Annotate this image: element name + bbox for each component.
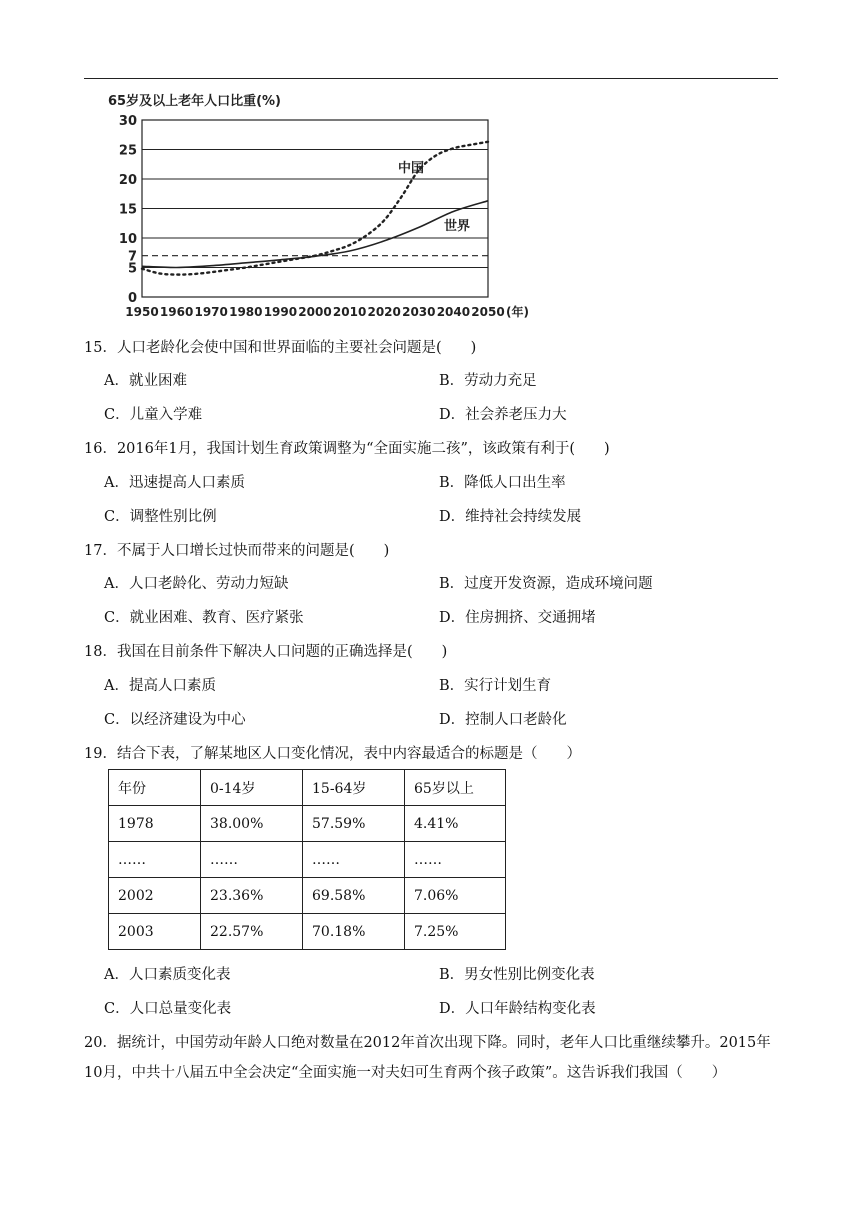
- table-cell: ……: [303, 842, 405, 878]
- q17-option-c[interactable]: C．就业困难、教育、医疗紧张: [104, 610, 304, 626]
- chart-y-ticks: [119, 114, 137, 306]
- x-tick-label: 1960: [159, 305, 194, 319]
- y-tick-label: 0: [127, 291, 137, 306]
- y-tick-label: 10: [118, 232, 137, 247]
- table-header-cell: 0-14岁: [201, 770, 303, 806]
- aging-population-chart: [96, 88, 546, 326]
- table-row: [109, 914, 506, 950]
- population-age-table: [108, 769, 506, 950]
- y-tick-label: 25: [118, 143, 137, 159]
- q15-option-c[interactable]: C．儿童入学难: [104, 407, 203, 423]
- x-tick-label: 2030: [402, 305, 436, 319]
- q16-option-a[interactable]: A．迅速提高人口素质: [104, 475, 245, 491]
- y-tick-label: 7: [127, 249, 137, 265]
- x-tick-label: 1950: [125, 305, 159, 319]
- table-cell: 23.36%: [201, 878, 303, 914]
- table-row: [109, 842, 506, 878]
- series-line-world: [142, 201, 488, 268]
- chart-gridlines: [142, 150, 488, 268]
- question-20: 20．据统计，中国劳动年龄人口绝对数量在2012年首次出现下降。同时，老年人口比重继续攀升。2015年10月，中共十八届五中全会决定“全面实施一对夫妇可生育两个孩子政策”。这告诉我们我国（ ）: [84, 1035, 771, 1081]
- question-17: 17．不属于人口增长过快而带来的问题是( ): [84, 543, 390, 559]
- table-header-cell: 65岁以上: [405, 770, 506, 806]
- series-label-china: 中国: [398, 161, 425, 176]
- q17-option-b[interactable]: B．过度开发资源，造成环境问题: [439, 576, 653, 592]
- q18-option-d[interactable]: D．控制人口老龄化: [439, 712, 567, 728]
- y-tick-label: 5: [127, 261, 137, 277]
- table-cell: 7.06%: [405, 878, 506, 914]
- table-cell: ……: [405, 842, 506, 878]
- q19-option-c[interactable]: C．人口总量变化表: [104, 1001, 232, 1017]
- table-cell: 2003: [109, 914, 201, 950]
- q17-option-a[interactable]: A．人口老龄化、劳动力短缺: [104, 576, 289, 592]
- table-cell: 69.58%: [303, 878, 405, 914]
- x-tick-label: 1990: [263, 305, 298, 319]
- question-15: 15．人口老龄化会使中国和世界面临的主要社会问题是( ): [84, 340, 477, 356]
- q16-option-c[interactable]: C．调整性别比例: [104, 509, 217, 525]
- table-header-row: [109, 770, 506, 806]
- table-cell: 7.25%: [405, 914, 506, 950]
- q18-option-b[interactable]: B．实行计划生育: [439, 678, 552, 694]
- q19-option-d[interactable]: D．人口年龄结构变化表: [439, 1001, 596, 1017]
- x-tick-label: 2050: [471, 305, 505, 319]
- x-tick-label: 2010: [332, 305, 367, 319]
- q16-option-b[interactable]: B．降低人口出生率: [439, 475, 566, 491]
- q15-option-a[interactable]: A．就业困难: [104, 373, 187, 389]
- table-cell: 38.00%: [201, 806, 303, 842]
- question-19: 19．结合下表，了解某地区人口变化情况，表中内容最适合的标题是（ ）: [84, 746, 581, 762]
- x-tick-label: 1980: [229, 305, 263, 319]
- table-header-cell: 年份: [109, 770, 201, 806]
- table-row: [109, 806, 506, 842]
- table-cell: ……: [201, 842, 303, 878]
- table-cell: ……: [109, 842, 201, 878]
- q19-option-a[interactable]: A．人口素质变化表: [104, 967, 231, 983]
- q18-option-a[interactable]: A．提高人口素质: [104, 678, 216, 694]
- x-tick-label: 2000: [298, 305, 332, 319]
- q15-option-d[interactable]: D．社会养老压力大: [439, 407, 567, 423]
- question-18: 18．我国在目前条件下解决人口问题的正确选择是( ): [84, 644, 448, 660]
- table-cell: 1978: [109, 806, 201, 842]
- x-tick-label: 1970: [194, 305, 228, 319]
- q15-option-b[interactable]: B．劳动力充足: [439, 373, 537, 389]
- y-tick-label: 30: [118, 114, 137, 129]
- series-label-world: 世界: [444, 219, 471, 234]
- table-cell: 57.59%: [303, 806, 405, 842]
- chart-x-ticks: [125, 304, 529, 319]
- question-16: 16．2016年1月，我国计划生育政策调整为“全面实施二孩”，该政策有利于( ): [84, 441, 610, 457]
- top-rule: [84, 78, 778, 79]
- q18-option-c[interactable]: C．以经济建设为中心: [104, 712, 246, 728]
- chart-title: 65岁及以上老年人口比重(%): [108, 94, 281, 109]
- x-tick-label: 2020: [367, 305, 401, 319]
- y-tick-label: 15: [118, 202, 137, 218]
- q16-option-d[interactable]: D．维持社会持续发展: [439, 509, 582, 525]
- table-cell: 4.41%: [405, 806, 506, 842]
- table-cell: 22.57%: [201, 914, 303, 950]
- q19-option-b[interactable]: B．男女性别比例变化表: [439, 967, 595, 983]
- y-tick-label: 20: [118, 173, 137, 188]
- table-cell: 2002: [109, 878, 201, 914]
- x-tick-label: 2040: [436, 305, 471, 319]
- x-axis-label: (年): [506, 305, 529, 319]
- table-cell: 70.18%: [303, 914, 405, 950]
- table-row: [109, 878, 506, 914]
- q17-option-d[interactable]: D．住房拥挤、交通拥堵: [439, 610, 596, 626]
- table-header-cell: 15-64岁: [303, 770, 405, 806]
